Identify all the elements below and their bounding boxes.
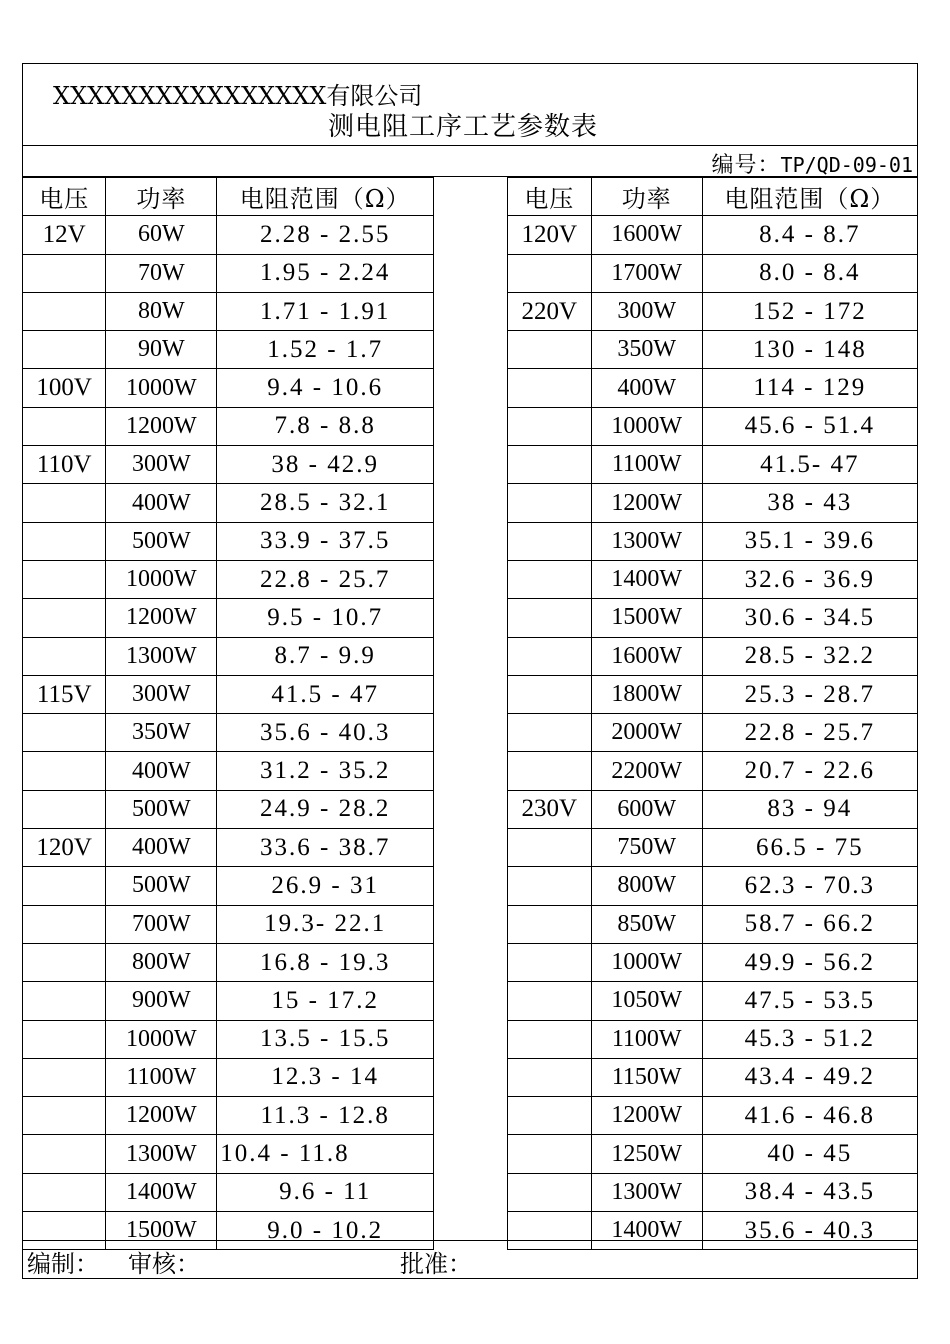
voltage-cell (23, 560, 106, 598)
reviewed-by-label: 审核： (128, 1250, 200, 1278)
column-gap (434, 829, 508, 867)
voltage-cell (23, 982, 106, 1020)
voltage-cell (507, 1173, 591, 1211)
resistance-cell: 47.5 - 53.5 (702, 982, 917, 1020)
power-cell: 500W (106, 867, 217, 905)
resistance-cell: 8.7 - 9.9 (217, 637, 434, 675)
power-cell: 600W (591, 790, 702, 828)
table-row (23, 752, 917, 790)
power-cell: 1200W (591, 484, 702, 522)
table-row (23, 714, 917, 752)
header-power-right: 功率 (591, 178, 702, 216)
column-gap (434, 675, 508, 713)
column-gap (434, 331, 508, 369)
voltage-cell (507, 752, 591, 790)
resistance-table (23, 177, 917, 1250)
table-row (23, 1097, 917, 1135)
column-gap (434, 1135, 508, 1173)
resistance-cell: 8.0 - 8.4 (702, 254, 917, 292)
power-cell: 800W (106, 943, 217, 981)
power-cell: 1100W (591, 1020, 702, 1058)
table-row (23, 1135, 917, 1173)
doc-code-value: TP/QD-09-01 (780, 153, 913, 177)
power-cell: 1100W (591, 446, 702, 484)
resistance-cell: 114 - 129 (702, 369, 917, 407)
power-cell: 2200W (591, 752, 702, 790)
table-row (23, 484, 917, 522)
power-cell: 300W (106, 446, 217, 484)
table-row (23, 522, 917, 560)
voltage-cell (507, 407, 591, 445)
power-cell: 400W (106, 829, 217, 867)
power-cell: 1050W (591, 982, 702, 1020)
resistance-cell: 10.4 - 11.8 (217, 1135, 434, 1173)
resistance-cell: 31.2 - 35.2 (217, 752, 434, 790)
voltage-cell (507, 905, 591, 943)
voltage-cell (23, 637, 106, 675)
power-cell: 1300W (106, 637, 217, 675)
voltage-cell (23, 1020, 106, 1058)
doc-code (712, 148, 913, 179)
resistance-cell: 41.6 - 46.8 (702, 1097, 917, 1135)
table-row (23, 369, 917, 407)
power-cell: 1600W (591, 637, 702, 675)
voltage-cell: 110V (23, 446, 106, 484)
resistance-cell: 58.7 - 66.2 (702, 905, 917, 943)
voltage-cell (507, 867, 591, 905)
column-gap (434, 216, 508, 254)
voltage-cell (23, 752, 106, 790)
power-cell: 1300W (591, 522, 702, 560)
table-row (23, 867, 917, 905)
power-cell: 1300W (591, 1173, 702, 1211)
resistance-cell: 11.3 - 12.8 (217, 1097, 434, 1135)
column-gap (434, 1020, 508, 1058)
power-cell: 350W (106, 714, 217, 752)
resistance-cell: 15 - 17.2 (217, 982, 434, 1020)
table-row (23, 943, 917, 981)
power-cell: 400W (106, 752, 217, 790)
resistance-cell: 45.3 - 51.2 (702, 1020, 917, 1058)
resistance-cell: 32.6 - 36.9 (702, 560, 917, 598)
table-row (23, 982, 917, 1020)
resistance-cell: 35.6 - 40.3 (217, 714, 434, 752)
resistance-cell: 12.3 - 14 (217, 1058, 434, 1096)
resistance-cell: 62.3 - 70.3 (702, 867, 917, 905)
resistance-cell: 38 - 42.9 (217, 446, 434, 484)
power-cell: 90W (106, 331, 217, 369)
table-row (23, 790, 917, 828)
table-row (23, 1173, 917, 1211)
voltage-cell (507, 1097, 591, 1135)
power-cell: 350W (591, 331, 702, 369)
resistance-cell: 9.6 - 11 (217, 1173, 434, 1211)
power-cell: 750W (591, 829, 702, 867)
sheet-header (23, 64, 917, 146)
column-gap (434, 790, 508, 828)
resistance-cell: 9.5 - 10.7 (217, 599, 434, 637)
voltage-cell (23, 714, 106, 752)
power-cell: 1200W (106, 1097, 217, 1135)
resistance-cell: 1.52 - 1.7 (217, 331, 434, 369)
header-voltage-left: 电压 (23, 178, 106, 216)
power-cell: 1250W (591, 1135, 702, 1173)
resistance-cell: 83 - 94 (702, 790, 917, 828)
power-cell: 70W (106, 254, 217, 292)
page-title: 测电阻工序工艺参数表 (328, 112, 599, 142)
parameter-sheet (22, 63, 918, 1279)
voltage-cell (23, 292, 106, 330)
voltage-cell (23, 1135, 106, 1173)
approved-by-label: 批准： (400, 1250, 472, 1278)
power-cell: 1000W (106, 1020, 217, 1058)
column-gap (434, 560, 508, 598)
power-cell: 500W (106, 790, 217, 828)
power-cell: 800W (591, 867, 702, 905)
voltage-cell (507, 829, 591, 867)
column-gap (434, 637, 508, 675)
resistance-cell: 130 - 148 (702, 331, 917, 369)
resistance-cell: 38.4 - 43.5 (702, 1173, 917, 1211)
table-row (23, 905, 917, 943)
resistance-cell: 40 - 45 (702, 1135, 917, 1173)
resistance-cell: 24.9 - 28.2 (217, 790, 434, 828)
power-cell: 400W (591, 369, 702, 407)
voltage-cell: 120V (507, 216, 591, 254)
resistance-cell: 41.5 - 47 (217, 675, 434, 713)
power-cell: 1000W (106, 560, 217, 598)
voltage-cell (23, 905, 106, 943)
table-row (23, 829, 917, 867)
power-cell: 850W (591, 905, 702, 943)
resistance-cell: 25.3 - 28.7 (702, 675, 917, 713)
column-gap (434, 254, 508, 292)
power-cell: 300W (591, 292, 702, 330)
voltage-cell (507, 331, 591, 369)
column-gap (434, 905, 508, 943)
voltage-cell (507, 714, 591, 752)
doc-code-row (23, 146, 917, 177)
resistance-cell: 13.5 - 15.5 (217, 1020, 434, 1058)
table-row (23, 599, 917, 637)
power-cell: 1200W (106, 599, 217, 637)
table-row (23, 407, 917, 445)
power-cell: 1500W (106, 1212, 217, 1250)
power-cell: 1700W (591, 254, 702, 292)
power-cell: 2000W (591, 714, 702, 752)
resistance-cell: 43.4 - 49.2 (702, 1058, 917, 1096)
table-row (23, 331, 917, 369)
voltage-cell: 220V (507, 292, 591, 330)
voltage-cell (23, 1173, 106, 1211)
power-cell: 1600W (591, 216, 702, 254)
column-gap (434, 1058, 508, 1096)
resistance-cell: 9.0 - 10.2 (217, 1212, 434, 1250)
power-cell: 1100W (106, 1058, 217, 1096)
resistance-cell: 45.6 - 51.4 (702, 407, 917, 445)
voltage-cell: 115V (23, 675, 106, 713)
resistance-cell: 8.4 - 8.7 (702, 216, 917, 254)
power-cell: 1400W (106, 1173, 217, 1211)
power-cell: 1300W (106, 1135, 217, 1173)
power-cell: 300W (106, 675, 217, 713)
column-gap (434, 446, 508, 484)
table-row (23, 560, 917, 598)
power-cell: 80W (106, 292, 217, 330)
resistance-cell: 7.8 - 8.8 (217, 407, 434, 445)
voltage-cell (507, 1135, 591, 1173)
column-gap (434, 292, 508, 330)
power-cell: 1150W (591, 1058, 702, 1096)
power-cell: 1800W (591, 675, 702, 713)
column-gap (434, 407, 508, 445)
doc-code-label: 编号： (711, 153, 781, 178)
resistance-cell: 33.9 - 37.5 (217, 522, 434, 560)
voltage-cell: 100V (23, 369, 106, 407)
header-resistance-left: 电阻范围（Ω） (217, 178, 434, 216)
column-gap (434, 867, 508, 905)
power-cell: 60W (106, 216, 217, 254)
power-cell: 1000W (106, 369, 217, 407)
power-cell: 1500W (591, 599, 702, 637)
resistance-cell: 49.9 - 56.2 (702, 943, 917, 981)
voltage-cell (507, 560, 591, 598)
resistance-cell: 16.8 - 19.3 (217, 943, 434, 981)
voltage-cell (23, 1058, 106, 1096)
header-power-left: 功率 (106, 178, 217, 216)
power-cell: 1000W (591, 943, 702, 981)
table-row (23, 675, 917, 713)
voltage-cell: 120V (23, 829, 106, 867)
resistance-cell: 28.5 - 32.1 (217, 484, 434, 522)
voltage-cell (23, 790, 106, 828)
voltage-cell (23, 407, 106, 445)
voltage-cell (507, 982, 591, 1020)
voltage-cell (23, 943, 106, 981)
table-body (23, 178, 917, 1250)
table-row (23, 446, 917, 484)
column-gap (434, 1173, 508, 1211)
voltage-cell (507, 446, 591, 484)
resistance-cell: 1.95 - 2.24 (217, 254, 434, 292)
voltage-cell: 230V (507, 790, 591, 828)
table-row (23, 254, 917, 292)
header-resistance-right: 电阻范围（Ω） (702, 178, 917, 216)
resistance-cell: 33.6 - 38.7 (217, 829, 434, 867)
voltage-cell (507, 599, 591, 637)
signature-footer (23, 1240, 917, 1278)
column-gap (434, 943, 508, 981)
voltage-cell (23, 599, 106, 637)
voltage-cell (23, 522, 106, 560)
power-cell: 1400W (591, 560, 702, 598)
voltage-cell (23, 331, 106, 369)
column-gap (434, 369, 508, 407)
table-header-row (23, 178, 917, 216)
column-gap (434, 178, 508, 216)
resistance-cell: 19.3- 22.1 (217, 905, 434, 943)
resistance-cell: 1.71 - 1.91 (217, 292, 434, 330)
column-gap (434, 982, 508, 1020)
resistance-cell: 35.1 - 39.6 (702, 522, 917, 560)
resistance-cell: 66.5 - 75 (702, 829, 917, 867)
column-gap (434, 484, 508, 522)
table-row (23, 216, 917, 254)
table-row (23, 1020, 917, 1058)
table-row (23, 292, 917, 330)
resistance-cell: 20.7 - 22.6 (702, 752, 917, 790)
voltage-cell: 12V (23, 216, 106, 254)
power-cell: 700W (106, 905, 217, 943)
header-voltage-right: 电压 (507, 178, 591, 216)
voltage-cell (507, 1020, 591, 1058)
voltage-cell (507, 943, 591, 981)
voltage-cell (23, 254, 106, 292)
company-name: XXXXXXXXXXXXXXXX有限公司 (53, 82, 423, 110)
resistance-cell: 41.5- 47 (702, 446, 917, 484)
column-gap (434, 522, 508, 560)
resistance-cell: 26.9 - 31 (217, 867, 434, 905)
resistance-cell: 2.28 - 2.55 (217, 216, 434, 254)
voltage-cell (507, 637, 591, 675)
resistance-cell: 28.5 - 32.2 (702, 637, 917, 675)
prepared-by-label: 编制： (27, 1250, 99, 1278)
resistance-cell: 35.6 - 40.3 (702, 1212, 917, 1250)
power-cell: 1200W (106, 407, 217, 445)
column-gap (434, 714, 508, 752)
table-row (23, 637, 917, 675)
voltage-cell (507, 254, 591, 292)
voltage-cell (507, 675, 591, 713)
voltage-cell (507, 369, 591, 407)
voltage-cell (23, 1097, 106, 1135)
table-row (23, 1058, 917, 1096)
resistance-cell: 38 - 43 (702, 484, 917, 522)
power-cell: 1400W (591, 1212, 702, 1250)
resistance-cell: 30.6 - 34.5 (702, 599, 917, 637)
power-cell: 1200W (591, 1097, 702, 1135)
resistance-cell: 9.4 - 10.6 (217, 369, 434, 407)
resistance-cell: 22.8 - 25.7 (217, 560, 434, 598)
voltage-cell (507, 484, 591, 522)
voltage-cell (23, 484, 106, 522)
voltage-cell (507, 1058, 591, 1096)
power-cell: 500W (106, 522, 217, 560)
column-gap (434, 752, 508, 790)
column-gap (434, 599, 508, 637)
resistance-cell: 22.8 - 25.7 (702, 714, 917, 752)
column-gap (434, 1097, 508, 1135)
voltage-cell (507, 522, 591, 560)
power-cell: 400W (106, 484, 217, 522)
voltage-cell (23, 867, 106, 905)
power-cell: 1000W (591, 407, 702, 445)
power-cell: 900W (106, 982, 217, 1020)
resistance-cell: 152 - 172 (702, 292, 917, 330)
